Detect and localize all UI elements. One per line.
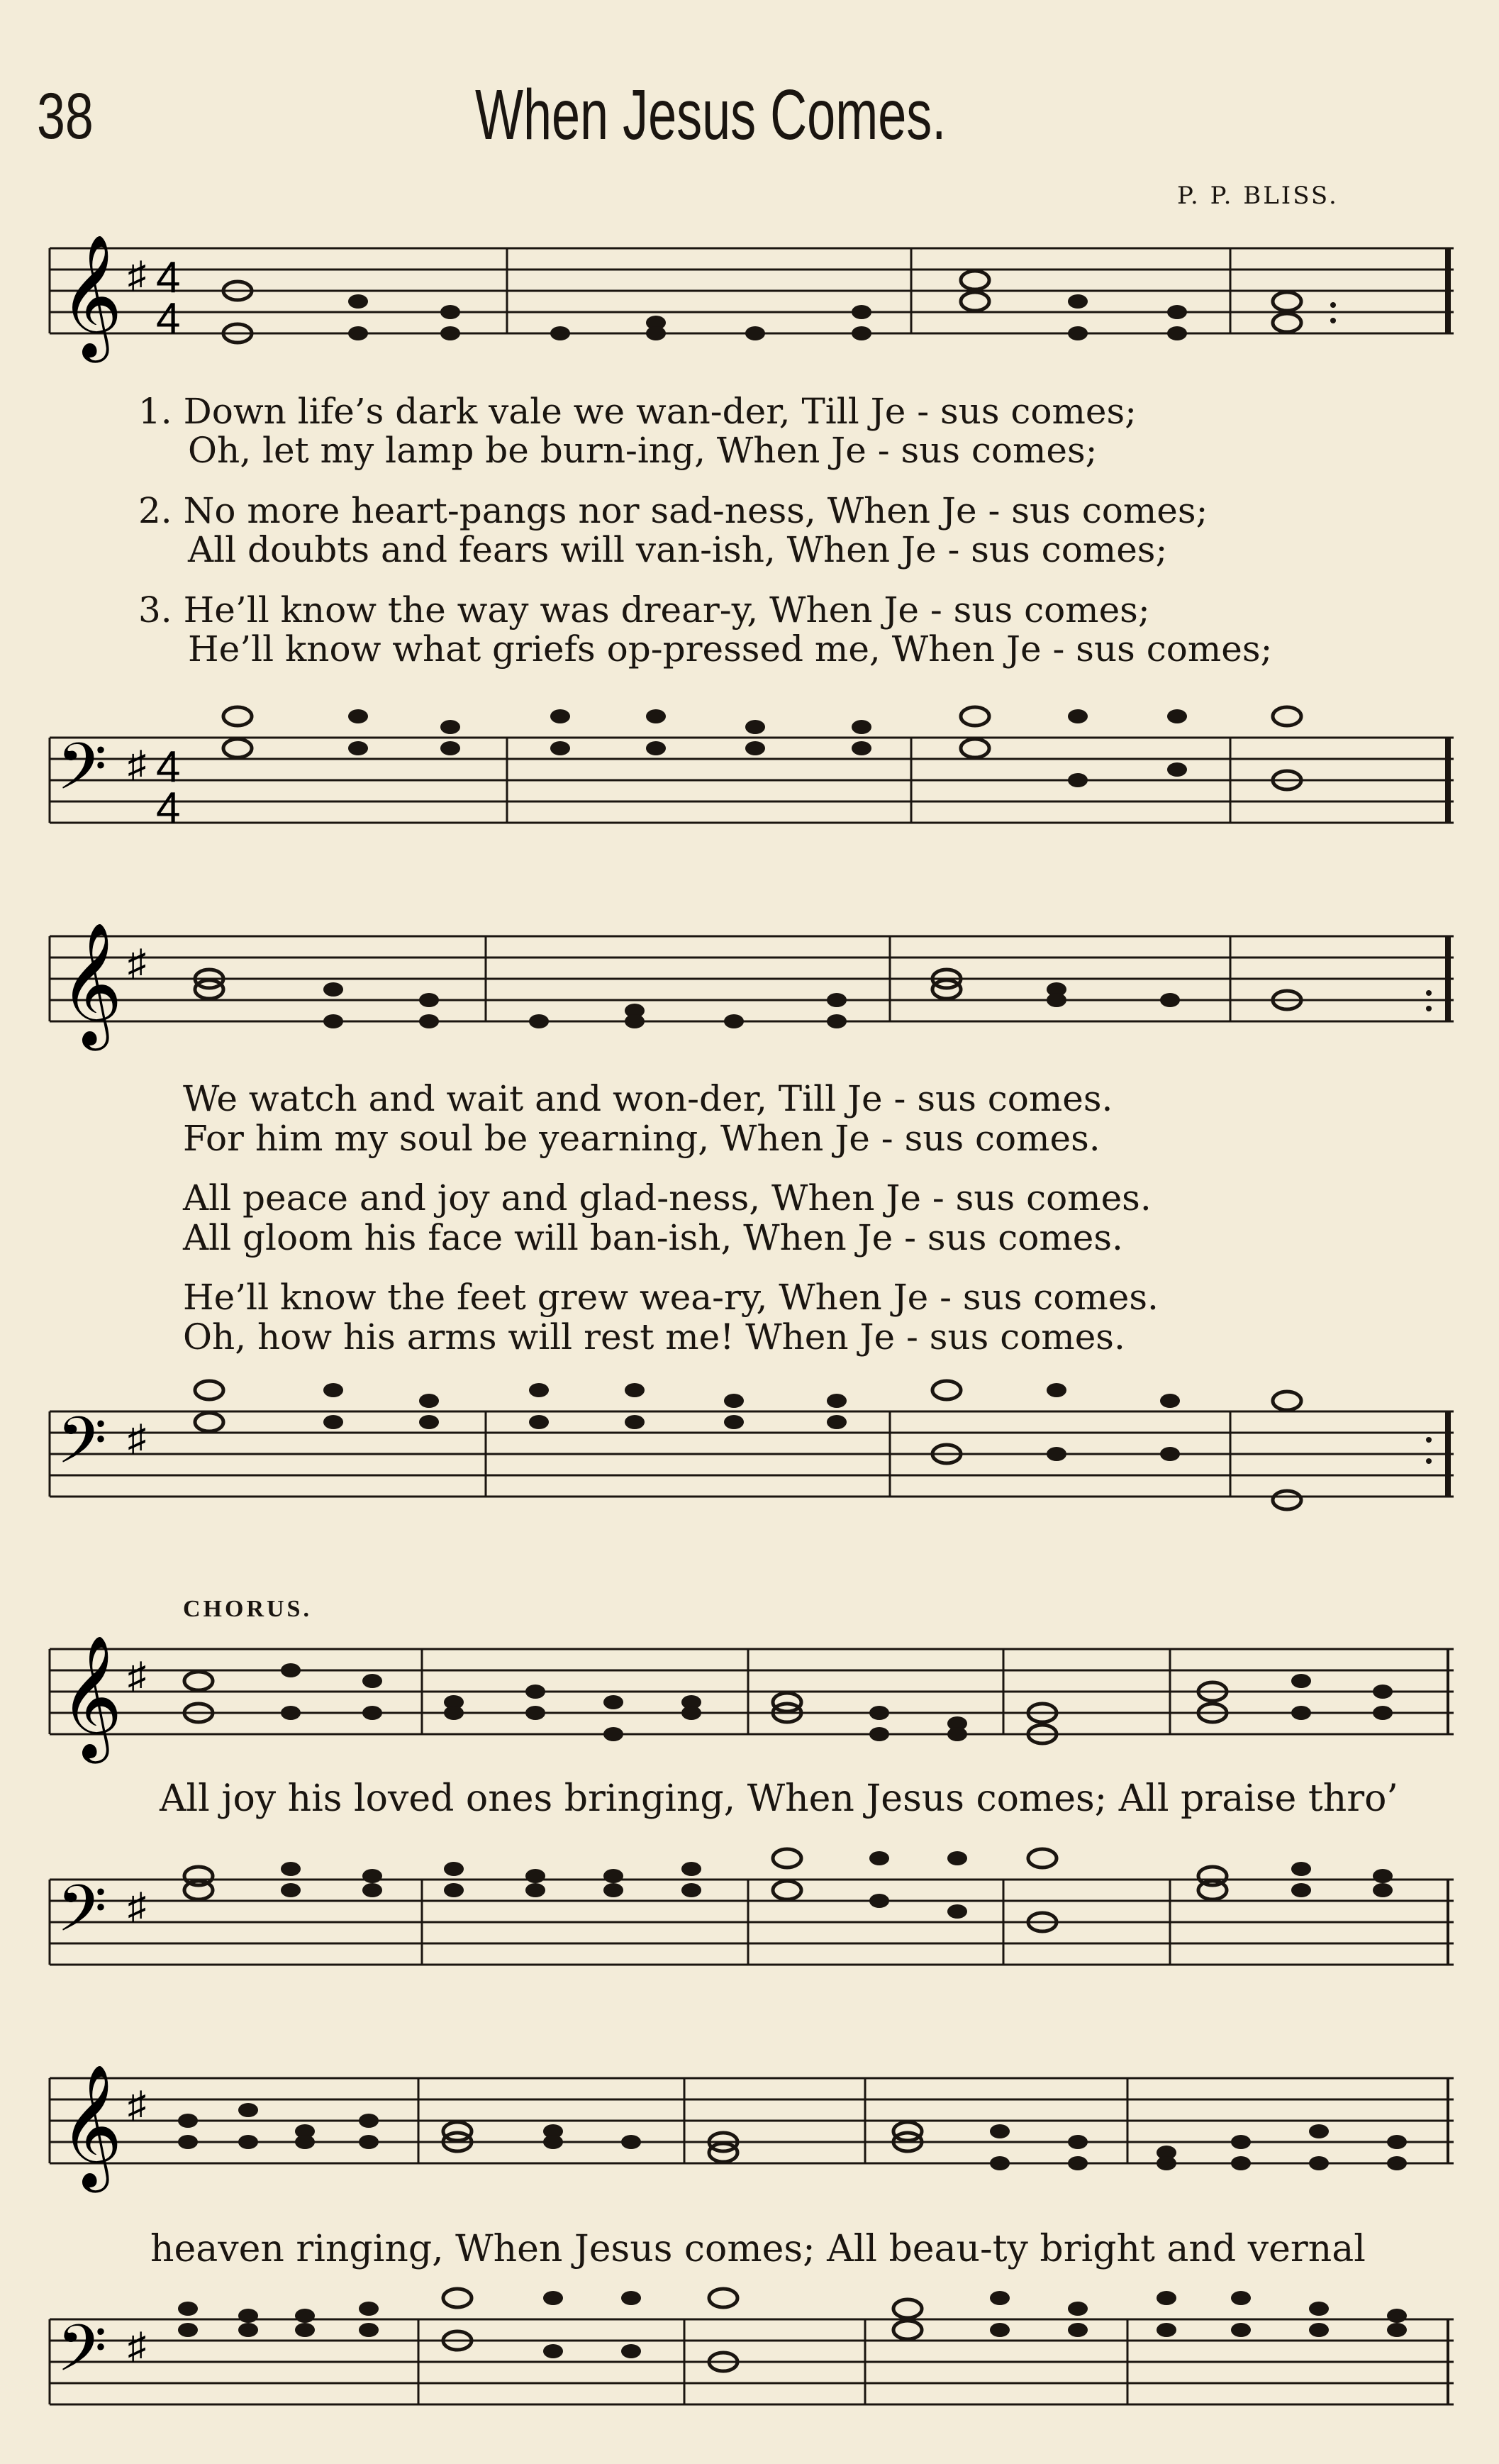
svg-text:4: 4 (156, 294, 181, 343)
svg-text:𝄞: 𝄞 (60, 1635, 123, 1758)
verse-1-line-2: Oh, let my lamp be burn-ing, When Je - sus comes; (188, 430, 1098, 471)
verse-3-line-2: He’ll know what griefs op-pressed me, When Je - sus comes; (188, 628, 1273, 670)
bass-clef-icon: 𝄢 (57, 729, 107, 820)
treble-staff-chorus-1 (50, 1635, 1454, 1758)
verse-2-line-1: 2. No more heart-pangs nor sad-ness, When Je - sus comes; (138, 490, 1208, 531)
svg-text:♯: ♯ (128, 2085, 146, 2126)
svg-text:♯: ♯ (128, 2326, 146, 2367)
bass-staff-chorus-1 (50, 1871, 1454, 1972)
svg-text:𝄞: 𝄞 (60, 922, 123, 1045)
bass-staff-system-1 (50, 729, 1454, 833)
refrain-line-4: All gloom his face will ban-ish, When Je - sus comes. (183, 1217, 1123, 1258)
bass-staff-system-2 (50, 1403, 1454, 1504)
svg-text:𝄢: 𝄢 (57, 2311, 107, 2402)
svg-text:♯: ♯ (128, 744, 146, 785)
refrain-line-5: He’ll know the feet grew wea-ry, When Je - sus comes. (183, 1277, 1159, 1318)
svg-text:♯: ♯ (128, 1886, 146, 1927)
svg-text:𝄢: 𝄢 (57, 1871, 107, 1962)
treble-staff-system-1 (50, 234, 1454, 357)
verse-2-line-2: All doubts and fears will van-ish, When Je - sus comes; (188, 529, 1168, 570)
verse-1-line-1: 1. Down life’s dark vale we wan-der, Till Je - sus comes; (138, 391, 1137, 432)
svg-text:♯: ♯ (128, 1655, 146, 1697)
treble-staff-chorus-2 (50, 2064, 1454, 2187)
page-number: 38 (37, 80, 94, 152)
svg-text:4: 4 (156, 253, 181, 302)
hymn-title: When Jesus Comes. (475, 75, 947, 155)
verse-3-line-1: 3. He’ll know the way was drear-y, When Je - sus comes; (138, 589, 1150, 631)
svg-text:𝄞: 𝄞 (60, 2064, 123, 2187)
svg-text:𝄢: 𝄢 (57, 1403, 107, 1494)
svg-text:4: 4 (156, 743, 181, 792)
composer-credit: P. P. BLISS. (1177, 182, 1339, 210)
chorus-lyrics-line-2: heaven ringing, When Jesus comes; All beau-ty bright and vernal (150, 2228, 1366, 2270)
refrain-line-6: Oh, how his arms will rest me! When Je - sus comes. (183, 1316, 1125, 1358)
svg-text:♯: ♯ (128, 943, 146, 984)
treble-staff-system-2 (50, 922, 1454, 1045)
chorus-lyrics-line-1: All joy his loved ones bringing, When Jesus comes; All praise thro’ (160, 1777, 1398, 1820)
chorus-label: CHORUS. (183, 1596, 312, 1622)
refrain-line-3: All peace and joy and glad-ness, When Je - sus comes. (183, 1177, 1152, 1219)
treble-clef-icon: 𝄞 (60, 234, 123, 357)
refrain-line-1: We watch and wait and won-der, Till Je - sus comes. (183, 1078, 1113, 1119)
svg-text:♯: ♯ (128, 255, 146, 296)
refrain-line-2: For him my soul be yearning, When Je - sus comes. (183, 1118, 1100, 1159)
svg-text:♯: ♯ (128, 1418, 146, 1459)
svg-text:4: 4 (156, 784, 181, 833)
bass-staff-chorus-2 (50, 2311, 1454, 2412)
